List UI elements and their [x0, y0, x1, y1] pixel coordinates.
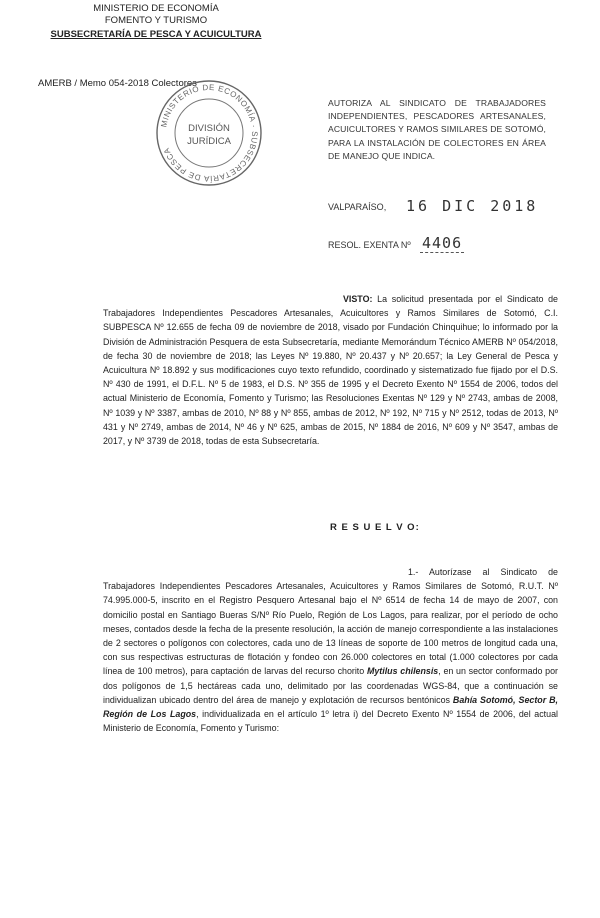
- article-1-text-part3: , individualizada en el artículo 1º letra i) del Decreto Exento Nº 1554 de 2006, del actual Ministerio de Economía, Fomento y Turismo:: [103, 709, 558, 734]
- seal-center-line2: JURÍDICA: [187, 136, 231, 147]
- visto-label: VISTO:: [343, 294, 373, 304]
- seal-ring-text: MINISTERIO DE ECONOMÍA · SUBSECRETARÍA DE PESCA: [159, 82, 260, 184]
- ministry-line1: MINISTERIO DE ECONOMÍA: [93, 3, 219, 14]
- division-juridica-seal: [154, 78, 264, 188]
- subsecretaria-title: SUBSECRETARÍA DE PESCA Y ACUICULTURA: [50, 29, 262, 40]
- date-stamp: 16 DIC 2018: [406, 197, 539, 215]
- article-1-text-part1: Autorízase al Sindicato de Trabajadores Independientes Pescadores Artesanales, Acuicultores y Ramos Similares de Sotomó, R.U.T. Nº 74.995.000-5, inscrito en el Registro Pesquero Artesanal bajo el Nº 6514 de fecha 14 de mayo de 2007, con domicilio postal en Santiago Bueras S/Nº Río Puelo, Región de Los Lagos, para realizar, por el período de ocho meses, contados desde la fecha de la presente resolución, la acción de manejo correspondiente a las instalaciones de 2 sectores o polígonos con colectores, cada uno de 13 líneas de soporte de 100 metros de longitud cada una, con sus respectivas estructuras de flotación y fondeo con 26.000 colectores en total (1.000 colectores por cada línea de 100 metros), para captación de larvas del recurso chorito: [103, 567, 558, 677]
- area-name: Bahía Sotomó, Sector B, Región de Los Lagos: [103, 694, 558, 720]
- visto-paragraph: [103, 292, 558, 448]
- ministry-line2: FOMENTO Y TURISMO: [104, 15, 208, 26]
- resolution-subject: AUTORIZA AL SINDICATO DE TRABAJADORES INDEPENDIENTES, PESCADORES ARTESANALES, ACUICULTORES Y RAMOS SIMILARES DE SOTOMÓ, PARA LA INSTALACIÓN DE COLECTORES EN ÁREA DE MANEJO QUE INDICA.: [328, 98, 546, 161]
- article-1-text-part2: , en un sector conformado por dos polígonos de 1,5 hectáreas cada uno, delimitado por las coordenadas WGS-84, que a continuación se individualizan ubicado dentro del área de manejo y explotación de recursos bentónicos: [103, 666, 559, 705]
- resolution-number: 4406: [422, 234, 463, 252]
- article-1-paragraph: [103, 565, 558, 735]
- resolution-number-line: [328, 232, 568, 254]
- seal-center-line1: DIVISIÓN: [188, 123, 230, 134]
- visto-text: La solicitud presentada por el Sindicato de Trabajadores Independientes Pescadores Artesanales, Acuicultores y Ramos Similares de Sotomó, C.I. SUBPESCA Nº 12.655 de fecha 09 de noviembre de 2018, visado por Fundación Chinquihue; lo informado por la División de Administración Pesquera de esta Subsecretaría, mediante Memorándum Técnico AMERB Nº 054/2018, de fecha 30 de noviembre de 2018; las Leyes Nº 19.880, Nº 20.437 y Nº 20.657; la Ley General de Pesca y Acuicultura Nº 18.892 y sus modificaciones cuyo texto refundido, coordinado y sistematizado fue fijado por el D.S. Nº 430 de 1991, el D.F.L. Nº 5 de 1983, el D.S. Nº 355 de 1995 y el Decreto Exento Nº 1554 de 2006, todos del actual Ministerio de Economía, Fomento y Turismo; las Resoluciones Exentas Nº 129 y Nº 2743, ambas de 2008, Nº 1039 y Nº 3387, ambas de 2010, Nº 88 y Nº 855, ambas de 2012, Nº 192, Nº 715 y Nº 2512, todas de 2013, Nº 431 y Nº 2749, ambas de 2014, Nº 46 y Nº 625, ambas de 2015, Nº 1884 de 2016, Nº 609 y Nº 3547, ambas de 2017, y Nº 3739 de 2018, todas de esta Subsecretaría.: [103, 294, 558, 447]
- place-date: [328, 196, 568, 218]
- resolution-label: RESOL. EXENTA Nº: [328, 240, 411, 250]
- seal-graphic: [154, 78, 264, 188]
- memo-reference: AMERB / Memo 054-2018 Colectores: [38, 78, 197, 89]
- resuelvo-heading: R E S U E L V O:: [330, 522, 420, 533]
- place-label: VALPARAÍSO,: [328, 202, 387, 212]
- ministry-header: [38, 3, 274, 41]
- species-name: Mytilus chilensis: [366, 666, 439, 677]
- article-1-number: 1.-: [408, 567, 419, 577]
